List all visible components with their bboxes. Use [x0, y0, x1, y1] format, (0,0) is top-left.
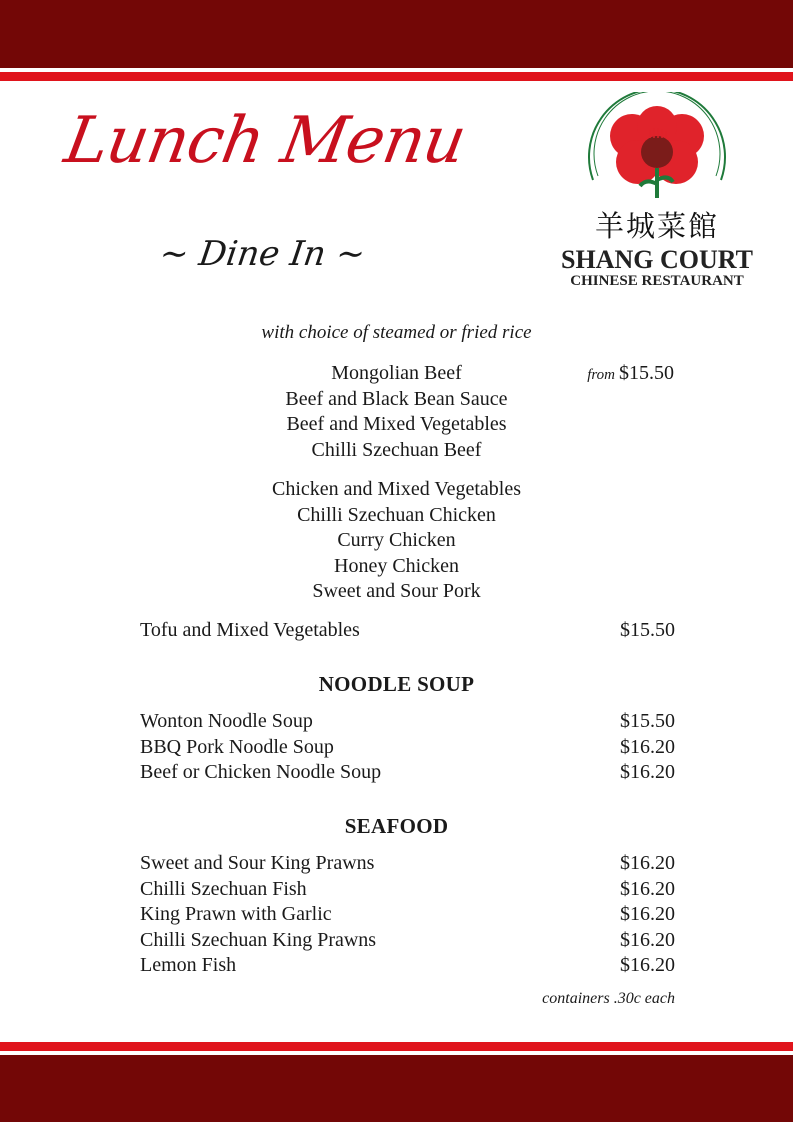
menu-row [140, 902, 675, 928]
chicken-pork-dish-list [0, 477, 793, 605]
menu-row [140, 760, 675, 786]
flower-emblem-icon [582, 92, 732, 204]
list-item: Curry Chicken [337, 529, 456, 551]
dish-name: Lemon Fish [140, 954, 237, 976]
dish-price: $16.20 [620, 903, 675, 925]
top-stripe [0, 72, 793, 81]
dish-name: Chilli Szechuan Fish [140, 877, 307, 900]
price-value: $15.50 [619, 362, 674, 384]
menu-row [140, 953, 675, 979]
dish-name: Beef or Chicken Noodle Soup [140, 761, 382, 783]
price-prefix: from [587, 367, 615, 383]
list-item: Beef and Mixed Vegetables [286, 413, 507, 435]
list-item: Honey Chicken [334, 554, 459, 577]
list-item: Chicken and Mixed Vegetables [271, 478, 521, 500]
section-title-noodle-soup: NOODLE SOUP [318, 672, 475, 696]
dish-price: $16.20 [620, 852, 675, 874]
list-item: Sweet and Sour Pork [312, 580, 481, 602]
menu-subtitle: ~ Dine In ~ [157, 234, 368, 274]
menu-row [140, 928, 675, 954]
list-item: Beef and Black Bean Sauce [285, 387, 508, 410]
menu-row [140, 709, 675, 735]
menu-row [140, 618, 675, 644]
logo-tagline: CHINESE RESTAURANT [570, 273, 744, 289]
dish-name: BBQ Pork Noodle Soup [140, 735, 334, 758]
dish-price: $16.20 [620, 928, 675, 951]
dish-price: $16.20 [620, 761, 675, 783]
menu-row [140, 851, 675, 877]
dish-price: $16.20 [620, 735, 675, 758]
dish-name: King Prawn with Garlic [140, 903, 332, 925]
group-price [587, 361, 674, 387]
list-item: Chilli Szechuan Chicken [297, 503, 496, 526]
dish-price: $15.50 [620, 619, 675, 641]
dish-price: $16.20 [620, 954, 675, 976]
dish-price: $15.50 [620, 710, 675, 732]
logo-chinese-name: 羊城菜館 [594, 209, 719, 243]
bottom-band [0, 1055, 793, 1122]
restaurant-logo [552, 92, 762, 292]
list-item: Mongolian Beef [331, 362, 462, 384]
list-item: Chilli Szechuan Beef [311, 438, 482, 461]
dish-name: Wonton Noodle Soup [140, 710, 313, 732]
dish-name: Tofu and Mixed Vegetables [140, 619, 360, 641]
containers-note: containers .30c each [542, 990, 675, 1007]
bottom-stripe [0, 1042, 793, 1051]
section-title-seafood: SEAFOOD [344, 814, 449, 838]
menu-row [140, 877, 675, 903]
menu-row [140, 735, 675, 761]
rice-choice-note: with choice of steamed or fried rice [261, 322, 532, 343]
menu-title: Lunch Menu [59, 104, 471, 178]
dish-name: Chilli Szechuan King Prawns [140, 928, 377, 951]
logo-restaurant-name: SHANG COURT [561, 245, 753, 274]
top-band [0, 0, 793, 68]
dish-name: Sweet and Sour King Prawns [140, 852, 375, 874]
dish-price: $16.20 [620, 877, 675, 900]
beef-dish-list [0, 361, 793, 463]
